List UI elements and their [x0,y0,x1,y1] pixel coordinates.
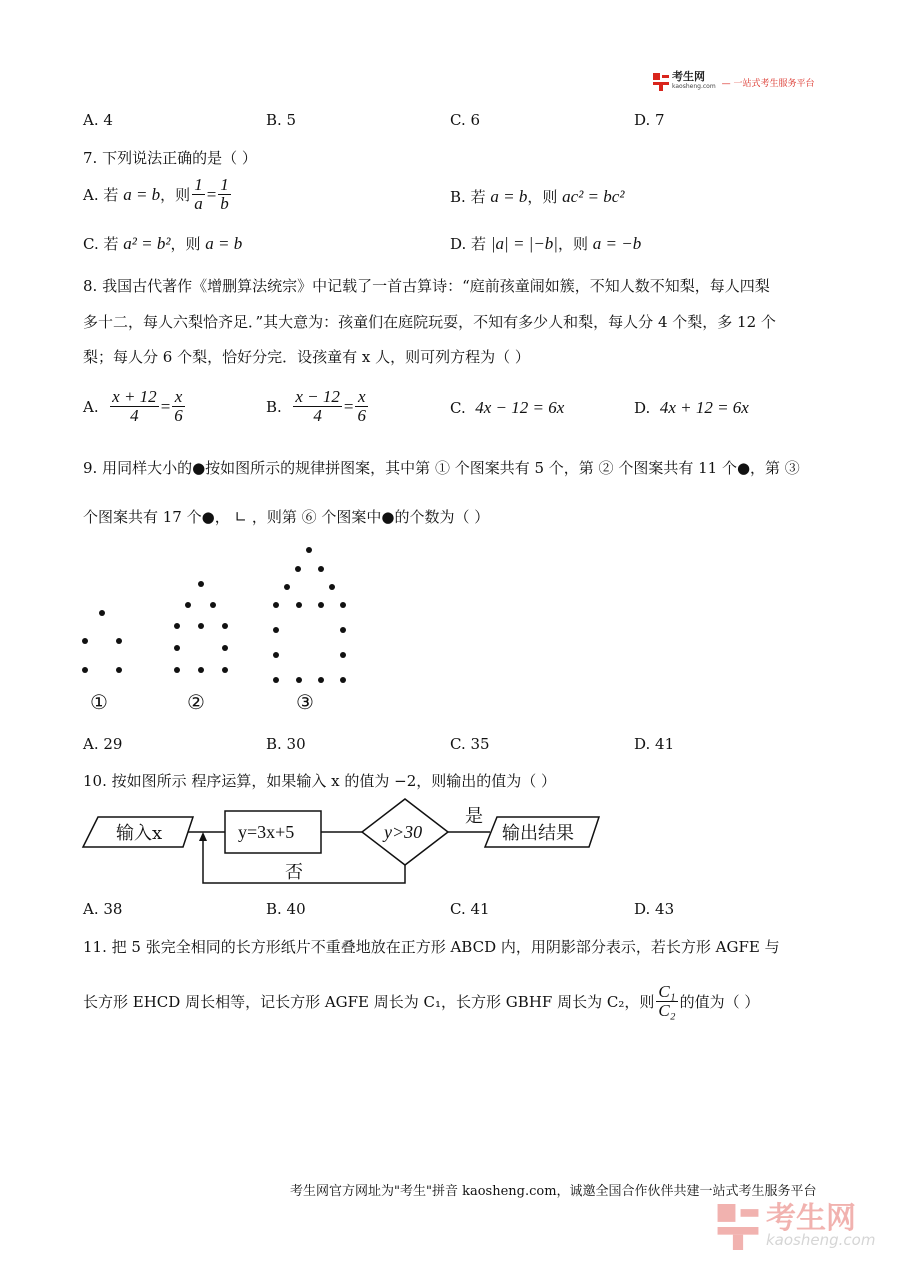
q11-line1: 11. 把 5 张完全相同的长方形纸片不重叠地放在正方形 ABCD 内，用阴影部分表示，若长方形 AGFE 与 [83,938,780,956]
watermark-logo-icon [716,1204,760,1250]
q6-option-d: D. 7 [634,111,665,129]
q10-option-a: A. 38 [83,900,123,918]
q7-option-b: B. 若 a = b，则 ac² = bc² [450,187,625,206]
q6-option-a: A. 4 [83,111,113,129]
flow-input-label: 输入x [116,823,163,844]
q10-stem: 10. 按如图所示 程序运算，如果输入 x 的值为 −2，则输出的值为（ ） [83,772,557,790]
q9-line1: 9. 用同样大小的●按如图所示的规律拼图案，其中第 ① 个图案共有 5 个，第 ② 个图案共有 11 个●，第 ③ [83,459,800,477]
watermark-domain: kaosheng.com [766,1231,876,1249]
header-logo [653,72,815,92]
q10-option-b: B. 40 [266,900,306,918]
fraction-1-over-a: $\frac{1}{a}$ [194,175,203,213]
q6-option-b: B. 5 [266,111,297,129]
q10-option-d: D. 43 [634,900,675,918]
q7-option-d: D. 若 |a| = |−b|，则 a = −b [450,234,642,253]
q10-flowchart [80,795,610,890]
q9-option-b: B. 30 [266,735,306,753]
footer-text: 考生网官方网址为"考生"拼音 kaosheng.com，诚邀全国合作伙伴共建一站式考生服务平台 [290,1184,817,1199]
q9-pattern-1 [82,610,122,673]
q8b-right-fraction: $\frac{x}{6}$ [357,387,366,425]
flow-decision-label: y>30 [384,822,423,842]
q9-pattern-2 [174,581,228,673]
q8a-left-fraction: $\frac{x + 12}{4}$ [112,387,157,425]
flow-no-label: 否 [285,862,303,883]
q7-option-c: C. 若 a² = b²，则 a = b [83,234,243,253]
q9-pattern-3 [273,547,346,683]
watermark-cn: 考生网 [766,1201,856,1236]
q8-option-d: D. 4x + 12 = 6x [634,398,749,417]
q8-option-a: A. $\frac{x + 12}{4}$ = $\frac{x}{6}$ [83,387,183,425]
q9-option-d: D. 41 [634,735,675,753]
flow-yes-label: 是 [465,806,483,827]
kaosheng-logo-icon [653,73,669,91]
q9-option-c: C. 35 [450,735,490,753]
q11-line2: 长方形 EHCD 周长相等，记长方形 AGFE 周长为 C₁，长方形 GBHF 周长为 C₂，则 $\frac{\text{C₁}}{\text{C₂}}$ 的值为（ ） [83,982,760,1020]
logo-cn: 考生网 [672,70,705,83]
flow-output-label: 输出结果 [502,823,574,844]
q8-option-c: C. 4x − 12 = 6x [450,398,565,417]
q8-line2: 多十二，每人六梨恰齐足．”其大意为：孩童们在庭院玩耍，不知有多少人和梨，每人分 4 个梨，多 12 个 [83,313,776,331]
q6-option-c: C. 6 [450,111,481,129]
q8b-left-fraction: $\frac{x - 12}{4}$ [295,387,340,425]
q7-stem: 7. 下列说法正确的是（ ） [83,149,257,167]
q9-option-a: A. 29 [83,735,123,753]
q8-option-b: B. $\frac{x - 12}{4}$ = $\frac{x}{6}$ [266,387,366,425]
flow-loop-line [203,838,405,883]
q11-fraction: $\frac{\text{C₁}}{\text{C₂}}$ [658,982,676,1020]
q9-dot-patterns [70,540,370,720]
q9-label-1: ① [90,690,108,714]
flow-process-label: y=3x+5 [238,822,295,842]
q9-line2: 个图案共有 17 个●， ∟ ，则第 ⑥ 个图案中●的个数为（ ） [83,508,490,526]
q10-option-c: C. 41 [450,900,490,918]
footer-watermark [716,1201,876,1250]
fraction-1-over-b: $\frac{1}{b}$ [220,175,229,213]
q7-option-a: A. 若 a = b ，则 $\frac{1}{a}$ = $\frac{1}{b}$ [83,175,229,213]
q9-label-3: ③ [296,690,314,714]
logo-domain: kaosheng.com [672,83,716,90]
q8-line3: 梨；每人分 6 个梨，恰好分完．设孩童有 x 人，则可列方程为（ ） [83,348,530,366]
flow-arrowhead [199,832,207,841]
header-slogan: — 一站式考生服务平台 [721,78,815,89]
q8a-right-fraction: $\frac{x}{6}$ [174,387,183,425]
q8-line1: 8. 我国古代著作《增删算法统宗》中记载了一首古算诗：“庭前孩童闹如簇，不知人数不知梨，每人四梨 [83,277,770,295]
q9-label-2: ② [187,690,205,714]
